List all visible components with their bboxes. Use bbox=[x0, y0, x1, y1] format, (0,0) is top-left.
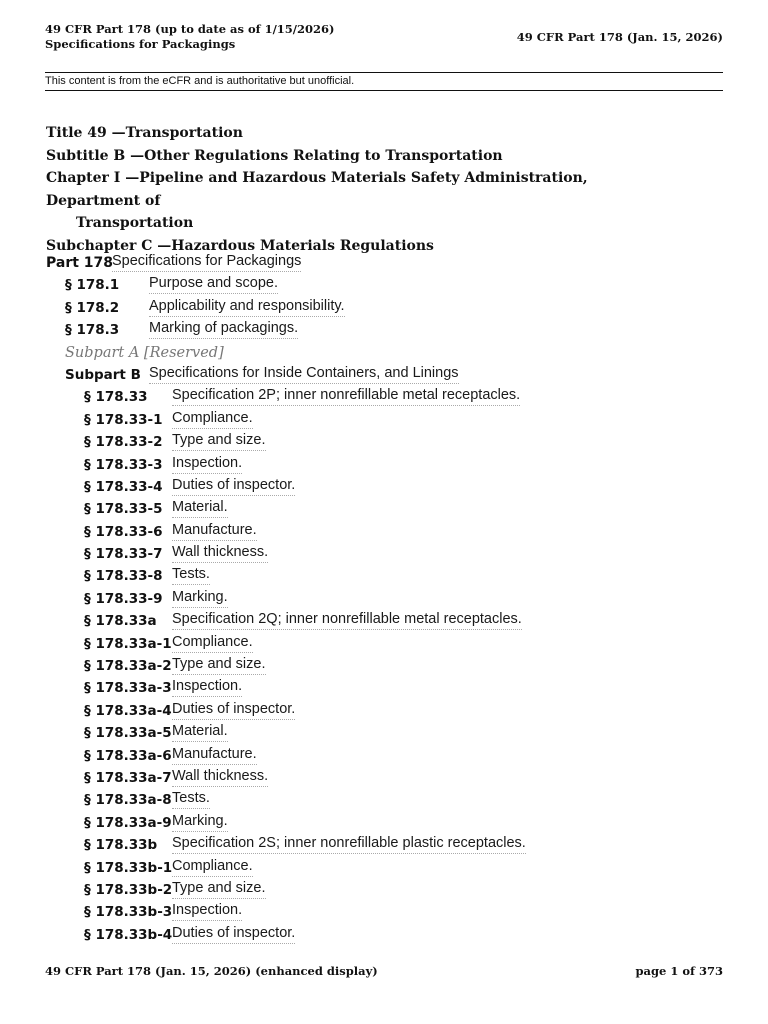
section-number: § 178.33a-5 bbox=[84, 725, 172, 742]
toc-row bbox=[46, 789, 726, 811]
table-of-contents bbox=[46, 252, 726, 946]
toc-row bbox=[46, 924, 726, 946]
section-title-link[interactable]: Inspection. bbox=[172, 677, 242, 697]
section-number: § 178.33-2 bbox=[84, 434, 163, 451]
toc-row bbox=[46, 812, 726, 834]
reserved-subpart: Subpart A [Reserved] bbox=[65, 344, 224, 361]
toc-row bbox=[46, 364, 726, 386]
section-number: § 178.33-3 bbox=[84, 456, 163, 473]
section-title-link[interactable]: Tests. bbox=[172, 789, 210, 809]
section-number: § 178.33-6 bbox=[84, 523, 163, 540]
section-number: § 178.33-9 bbox=[84, 590, 163, 607]
section-number: § 178.33a-4 bbox=[84, 702, 172, 719]
toc-row bbox=[46, 498, 726, 520]
subchapter-heading: Subchapter C —Hazardous Materials Regulations bbox=[46, 237, 434, 254]
section-title-link[interactable]: Type and size. bbox=[172, 879, 266, 899]
section-number: § 178.2 bbox=[65, 299, 120, 316]
toc-row bbox=[46, 386, 726, 408]
toc-row bbox=[46, 342, 726, 364]
section-title-link[interactable]: Tests. bbox=[172, 565, 210, 585]
section-title-link[interactable]: Applicability and responsibility. bbox=[149, 297, 345, 317]
header-document-id: 49 CFR Part 178 (up to date as of 1/15/2026) bbox=[45, 22, 335, 36]
toc-row bbox=[46, 274, 726, 296]
section-number: § 178.1 bbox=[65, 277, 120, 294]
toc-row bbox=[46, 633, 726, 655]
chapter-heading: Chapter I —Pipeline and Hazardous Materials Safety Administration, Department of bbox=[46, 170, 588, 209]
section-number: § 178.33b-1 bbox=[84, 859, 173, 876]
section-number: § 178.33b-3 bbox=[84, 904, 173, 921]
section-number: § 178.33-5 bbox=[84, 501, 163, 518]
section-title-link[interactable]: Duties of inspector. bbox=[172, 476, 295, 496]
section-title-link[interactable]: Duties of inspector. bbox=[172, 700, 295, 720]
toc-row bbox=[46, 857, 726, 879]
section-number: § 178.33b-2 bbox=[84, 881, 173, 898]
part-title-link[interactable]: Specifications for Packagings bbox=[112, 252, 301, 272]
title-heading: Title 49 —Transportation bbox=[46, 125, 243, 141]
toc-row bbox=[46, 565, 726, 587]
toc-row bbox=[46, 901, 726, 923]
part-number: Part 178 bbox=[46, 255, 114, 271]
page-number: page 1 of 373 bbox=[635, 964, 723, 978]
section-number: § 178.33b-4 bbox=[84, 926, 173, 943]
section-number: § 178.33 bbox=[84, 389, 148, 406]
authority-notice: This content is from the eCFR and is authoritative but unofficial. bbox=[45, 72, 723, 91]
section-number: § 178.33a-2 bbox=[84, 658, 172, 675]
toc-row bbox=[46, 700, 726, 722]
section-number: § 178.33a-9 bbox=[84, 814, 172, 831]
section-title-link[interactable]: Marking. bbox=[172, 588, 228, 608]
section-title-link[interactable]: Wall thickness. bbox=[172, 767, 268, 787]
section-title-link[interactable]: Inspection. bbox=[172, 454, 242, 474]
toc-row bbox=[46, 454, 726, 476]
toc-row bbox=[46, 677, 726, 699]
section-title-link[interactable]: Compliance. bbox=[172, 409, 253, 429]
section-title-link[interactable]: Inspection. bbox=[172, 901, 242, 921]
toc-row bbox=[46, 767, 726, 789]
toc-row bbox=[46, 409, 726, 431]
toc-row bbox=[46, 521, 726, 543]
chapter-heading-continued: Transportation bbox=[76, 215, 194, 231]
toc-row bbox=[46, 297, 726, 319]
running-header bbox=[45, 22, 334, 52]
section-title-link[interactable]: Material. bbox=[172, 722, 228, 742]
hierarchy-block bbox=[46, 122, 686, 257]
toc-row bbox=[46, 543, 726, 565]
section-number: § 178.33-7 bbox=[84, 546, 163, 563]
subtitle-heading: Subtitle B —Other Regulations Relating to Transportation bbox=[46, 147, 503, 164]
toc-row bbox=[46, 431, 726, 453]
section-title-link[interactable]: Compliance. bbox=[172, 633, 253, 653]
section-title-link[interactable]: Marking. bbox=[172, 812, 228, 832]
toc-row bbox=[46, 476, 726, 498]
section-number: § 178.3 bbox=[65, 322, 120, 339]
section-number: § 178.33b bbox=[84, 837, 158, 854]
section-number: § 178.33a-6 bbox=[84, 747, 172, 764]
section-title-link[interactable]: Type and size. bbox=[172, 431, 266, 451]
section-title-link[interactable]: Wall thickness. bbox=[172, 543, 268, 563]
section-title-link[interactable]: Specification 2S; inner nonrefillable plastic receptacles. bbox=[172, 834, 526, 854]
toc-row bbox=[46, 610, 726, 632]
toc-row bbox=[46, 722, 726, 744]
toc-row bbox=[46, 655, 726, 677]
section-title-link[interactable]: Compliance. bbox=[172, 857, 253, 877]
section-number: § 178.33a bbox=[84, 613, 157, 630]
toc-row bbox=[46, 834, 726, 856]
section-title-link[interactable]: Specification 2P; inner nonrefillable metal receptacles. bbox=[172, 386, 520, 406]
section-number: § 178.33a-8 bbox=[84, 792, 172, 809]
section-number: § 178.33-8 bbox=[84, 568, 163, 585]
section-title-link[interactable]: Purpose and scope. bbox=[149, 274, 278, 294]
toc-row bbox=[46, 879, 726, 901]
section-number: Subpart B bbox=[65, 366, 141, 383]
toc-row bbox=[46, 745, 726, 767]
section-number: § 178.33-1 bbox=[84, 411, 163, 428]
footer-display-label: 49 CFR Part 178 (Jan. 15, 2026) (enhanced display) bbox=[45, 964, 378, 978]
toc-row bbox=[46, 319, 726, 341]
section-title-link[interactable]: Specifications for Inside Containers, and Linings bbox=[149, 364, 459, 384]
section-title-link[interactable]: Specification 2Q; inner nonrefillable metal receptacles. bbox=[172, 610, 522, 630]
section-number: § 178.33-4 bbox=[84, 478, 163, 495]
section-number: § 178.33a-7 bbox=[84, 769, 172, 786]
header-date: 49 CFR Part 178 (Jan. 15, 2026) bbox=[516, 30, 723, 44]
section-title-link[interactable]: Manufacture. bbox=[172, 521, 257, 541]
section-title-link[interactable]: Marking of packagings. bbox=[149, 319, 298, 339]
section-title-link[interactable]: Material. bbox=[172, 498, 228, 518]
section-title-link[interactable]: Manufacture. bbox=[172, 745, 257, 765]
section-title-link[interactable]: Duties of inspector. bbox=[172, 924, 295, 944]
section-number: § 178.33a-3 bbox=[84, 680, 172, 697]
section-title-link[interactable]: Type and size. bbox=[172, 655, 266, 675]
section-number: § 178.33a-1 bbox=[84, 635, 172, 652]
toc-row bbox=[46, 588, 726, 610]
part-row bbox=[46, 252, 726, 274]
header-document-title: Specifications for Packagings bbox=[45, 37, 236, 51]
